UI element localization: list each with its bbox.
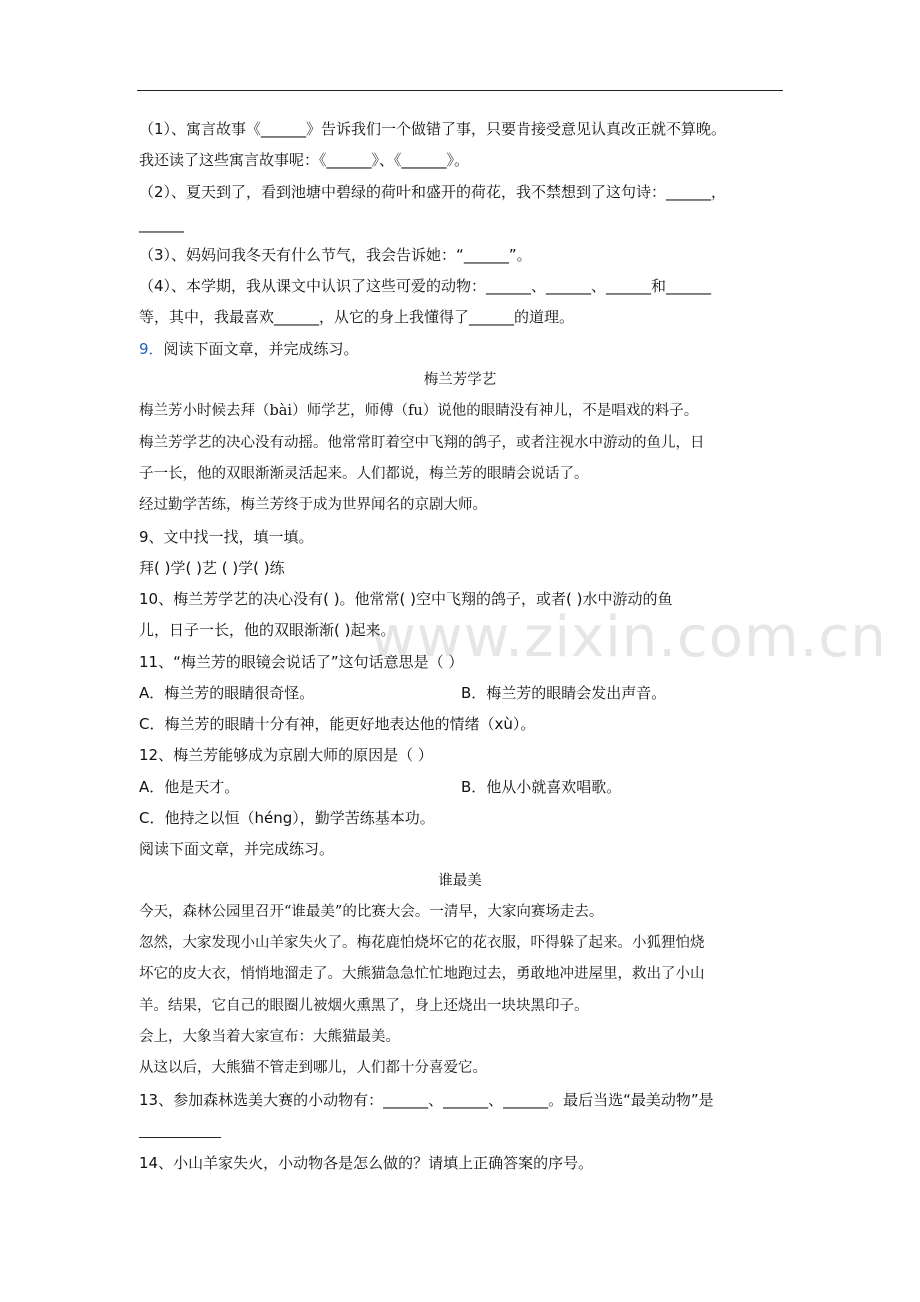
q8-line-5: （3）、妈妈问我冬天有什么节气，我会告诉她：“______”。 <box>139 246 532 264</box>
q9-heading <box>139 339 359 359</box>
q10-line-2: 儿，日子一长，他的双眼渐渐( )起来。 <box>139 621 396 639</box>
passage1-p3: 经过勤学苦练，梅兰芳终于成为世界闻名的京剧大师。 <box>139 497 487 513</box>
q8-line-3: （2）、夏天到了，看到池塘中碧绿的荷叶和盛开的荷花，我不禁想到了这句诗：______， <box>139 183 727 201</box>
q12-prompt: 12、梅兰芳能够成为京剧大师的原因是（ ） <box>139 746 433 764</box>
q8-line-6: （4）、本学期，我从课文中认识了这些可爱的动物：______、______、______和______ <box>139 277 712 295</box>
passage1-p2a: 梅兰芳学艺的决心没有动摇。他常常盯着空中飞翔的鸽子，或者注视水中游动的鱼儿，日 <box>139 435 705 451</box>
q12-option-a: A．他是天才。 <box>139 778 240 796</box>
passage2-title: 谁最美 <box>438 873 482 889</box>
passage1-title: 梅兰芳学艺 <box>423 372 497 388</box>
q8-line-2: 我还读了这些寓言故事呢：《______》、《______》。 <box>139 151 470 169</box>
passage2-p3: 会上，大象当着大家宣布：大熊猫最美。 <box>139 1029 400 1045</box>
q11-option-c: C．梅兰芳的眼睛十分有神，能更好地表达他的情绪（xù）。 <box>139 715 536 733</box>
passage1-p2b: 子一长，他的双眼渐渐灵活起来。人们都说，梅兰芳的眼睛会说话了。 <box>139 466 589 482</box>
passage2-p2a: 忽然，大家发现小山羊家失火了。梅花鹿怕烧坏它的花衣服，吓得躲了起来。小狐狸怕烧 <box>139 935 705 951</box>
q14-prompt: 14、小山羊家失火，小动物各是怎么做的？请填上正确答案的序号。 <box>139 1154 594 1172</box>
q8-line-7: 等，其中，我最喜欢______，从它的身上我懂得了______的道理。 <box>139 308 575 326</box>
q13-prompt: 13、参加森林选美大赛的小动物有：______、______、______。最后当选“最美动物”是 <box>139 1091 714 1109</box>
passage2-p4: 从这以后，大熊猫不管走到哪儿，人们都十分喜爱它。 <box>139 1060 487 1076</box>
q11-option-b: B．梅兰芳的眼睛会发出声音。 <box>461 684 667 702</box>
q13-answer-blank <box>139 1137 221 1138</box>
q11-option-a: A．梅兰芳的眼睛很奇怪。 <box>139 684 315 702</box>
q9-number: 9． <box>139 340 164 358</box>
q8-line-4: ______ <box>139 215 184 233</box>
passage1-p1: 梅兰芳小时候去拜（bài）师学艺，师傅（fu）说他的眼睛没有神儿，不是唱戏的料子。 <box>139 403 699 419</box>
q9-prompt: 9、文中找一找，填一填。 <box>139 528 314 546</box>
q10-line-1: 10、梅兰芳学艺的决心没有( )。他常常( )空中飞翔的鸽子，或者( )水中游动的鱼 <box>139 590 673 608</box>
passage2-p2b: 坏它的皮大衣，悄悄地溜走了。大熊猫急急忙忙地跑过去，勇敢地冲进屋里，救出了小山 <box>139 966 705 982</box>
q11-prompt: 11、“梅兰芳的眼镜会说话了”这句话意思是（ ） <box>139 653 464 671</box>
q12-option-b: B．他从小就喜欢唱歌。 <box>461 778 622 796</box>
passage2-intro: 阅读下面文章，并完成练习。 <box>139 840 335 858</box>
passage2-p1: 今天，森林公园里召开“谁最美”的比赛大会。一清早，大家向赛场走去。 <box>139 904 604 920</box>
passage2-p2c: 羊。结果，它自己的眼圈儿被烟火熏黑了，身上还烧出一块块黑印子。 <box>139 998 589 1014</box>
q8-line-1: （1）、寓言故事《______》告诉我们一个做错了事，只要肯接受意见认真改正就不算晚。 <box>139 120 727 138</box>
q12-option-c: C．他持之以恒（héng），勤学苦练基本功。 <box>139 809 435 827</box>
q9-text: 阅读下面文章，并完成练习。 <box>163 340 359 358</box>
header-rule <box>137 90 783 91</box>
q9-fill: 拜( )学( )艺 ( )学( )练 <box>139 559 285 577</box>
watermark: www.zixin.com.cn <box>370 605 887 670</box>
